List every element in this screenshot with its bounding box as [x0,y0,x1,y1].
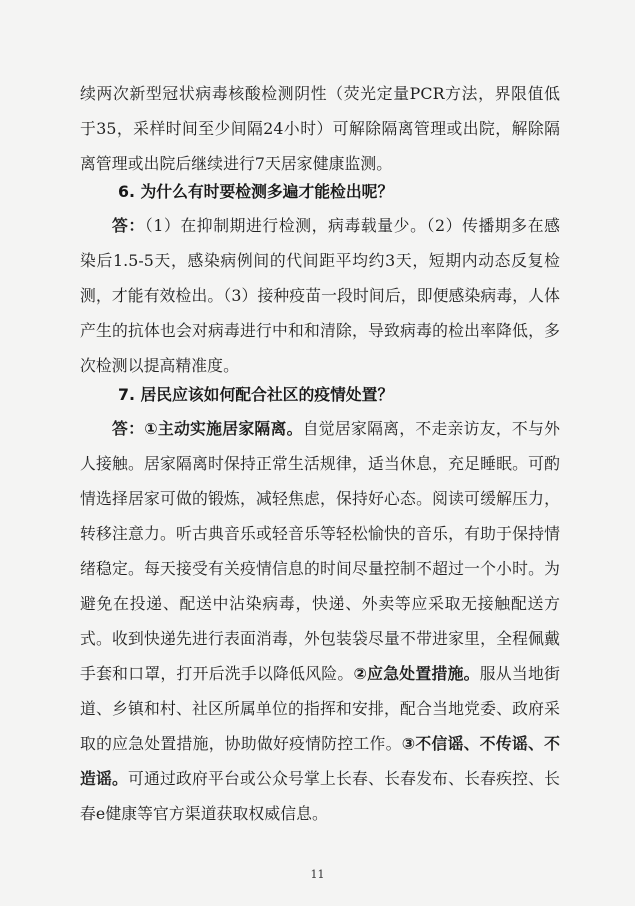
point-2-text: 服从当地街道、乡镇和村、社区所属单位的指挥和安排，配合当地党委、政府采取的应急处置措施，协助做好疫情防控工作。 [80,664,560,753]
point-3-text: 可通过政府平台或公众号掌上长春、长春发布、长春疾控、长春e健康等官方渠道获取权威信息。 [80,769,560,823]
question-7-heading: 7. 居民应该如何配合社区的疫情处置？ [118,385,394,404]
continuation-paragraph: 续两次新型冠状病毒核酸检测阴性（荧光定量PCR方法，界限值低于35，采样时间至少间隔24小时）可解除隔离管理或出院，解除隔离管理或出院后继续进行7天居家健康监测。 [80,84,560,173]
page-number: 11 [310,868,325,881]
question-6-heading: 6. 为什么有时要检测多遍才能检出呢？ [118,182,394,201]
answer-7-label: 答： [112,419,145,438]
point-1-text: 自觉居家隔离，不走亲访友，不与外人接触。居家隔离时保持正常生活规律，适当休息，充足睡眠。可酌情选择居家可做的锻炼，减轻焦虑，保持好心态。阅读可缓解压力，转移注意力。听古典音乐或轻音乐等轻松愉快的音乐，有助于保持情绪稳定。每天接受有关疫情信息的时间尽量控制不超过一个小时。为避免在投递、配送中沾染病毒，快递、外卖等应采取无接触配送方式。收到快递先进行表面消毒，外包装袋尽量不带进家里，全程佩戴手套和口罩，打开后洗手以降低风险。 [80,419,560,683]
answer-6-label: 答： [112,216,145,235]
point-3-heading: ③不信谣、不传谣、不造谣。 [80,734,560,788]
answer-6-text: （1）在抑制期进行检测，病毒载量少。（2）传播期多在感染后1.5-5天，感染病例间的代间距平均约3天，短期内动态反复检测，才能有效检出。（3）接种疫苗一段时间后，即便感染病毒，人体产生的抗体也会对病毒进行中和和清除，导致病毒的检出率降低，多次检测以提高精准度。 [80,216,560,375]
point-1-heading: ①主动实施居家隔离。 [144,419,303,438]
point-2-heading: ②应急处置措施。 [353,664,480,683]
question-7-answer [80,411,560,831]
question-6-answer [80,208,560,383]
